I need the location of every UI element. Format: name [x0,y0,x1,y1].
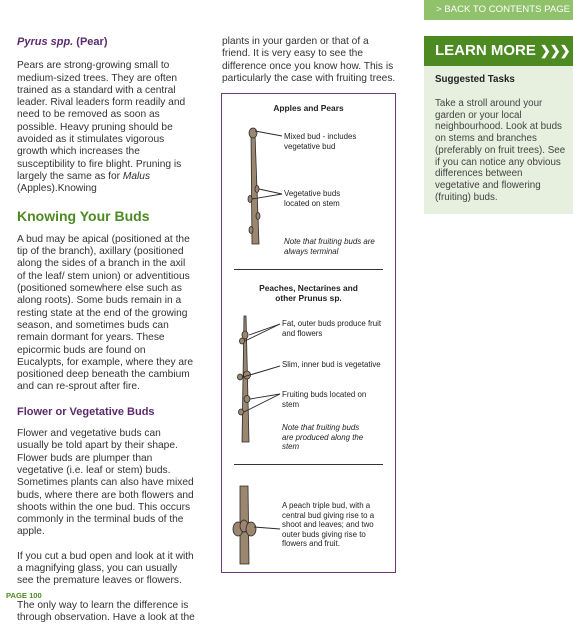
pointer-line [249,324,280,335]
peach-bud [240,338,245,344]
learn-more-button[interactable]: LEARN MORE ❯❯❯ [424,36,573,66]
flower-paragraph: Flower and vegetative buds can usually be told apart by their shape. Flower buds are plumper than vegetative (i.e. leaf or stem) buds. Sometimes plants can also have mixed buds, where there are both flowers and shoots within the one bud. This occurs commonly in the terminal buds of the apple. [17,428,194,538]
pear-paragraph: Pears are strong-growing small to medium-sized trees. They are often trained as a standard with a central leader. Rival leaders form readily and need to be removed as soon as possible. Heavy pruning should be avoided as it stimulates vigorous growth which increases the susceptibility to fire blight. Pruning is largely the same as for Malus (Apples).Knowing [17,60,186,195]
diagram-divider [234,464,383,465]
main-column [17,36,195,636]
pointer-line [245,324,280,341]
peach-bud [244,396,250,403]
suggested-tasks-heading: Suggested Tasks [435,74,515,85]
pointer-line [255,131,282,136]
mixed-bud-label: Mixed bud - includes vegetative bud [284,132,357,151]
chevron-right-icon: ❯❯❯ [539,43,570,58]
knowing-buds-heading: Knowing Your Buds [17,207,150,224]
apples-note: Note that fruiting buds are always terminal [284,237,375,256]
page-number: PAGE 100 [6,591,42,600]
slim-bud-label: Slim, inner bud is vegetative [282,360,381,369]
pyrus-latin: Pyrus spp. [17,36,74,48]
suggested-tasks-body: Take a stroll around your garden or your local neighbourhood. Look at buds on stems and branches (preferably on fruit trees). See if you can notice any obvious differences between vegetative and flowering (fruiting) buds. [435,98,566,203]
buds-paragraph: A bud may be apical (positioned at the tip of the branch), axillary (positioned along the sides of a branch in the axil of the leaf/ stem union) or adventitious (positioned somewhere else such as along roots). Some buds remain in a resting state at the end of the growing season, and sometimes buds can remain dormant for years. These epicormic buds are found on Eucalypts, for example, where they are positioned deep beneath the cambium and can re-sprout after fire. [17,233,194,393]
fat-buds-label: Fat, outer buds produce fruit and flowers [282,319,382,338]
apple-veg-bud [248,196,252,203]
peach-bud [238,374,243,380]
pointer-line [254,527,280,529]
peach-title: Peaches, Nectarines and other Prunus sp. [259,283,358,303]
apple-mixed-bud [249,128,257,138]
vegetative-buds-label: Vegetative buds located on stem [284,189,341,208]
pointer-line [259,189,282,194]
apples-title: Apples and Pears [273,103,344,113]
triple-bud-label: A peach triple bud, with a central bud giving rise to a shoot and leaves; and two outer buds giving rise to flowers and fruit. [282,501,375,548]
back-to-contents-button[interactable]: > BACK TO CONTENTS PAGE [424,0,573,20]
apple-veg-bud [255,186,259,193]
sidebar-panel [424,36,573,214]
pyrus-heading [17,36,195,48]
apple-veg-bud [256,213,260,220]
apple-veg-bud [249,227,253,234]
peach-note: Note that fruiting buds are produced along the stem [282,423,364,451]
triple-bud-right [246,522,256,536]
diagram-divider [234,269,383,270]
peach-bud [239,409,244,415]
intro-paragraph: plants in your garden or that of a friend. It is very easy to see the difference once you know how. This is particularly the case with fruiting trees. [222,36,396,84]
cut-paragraph: If you cut a bud open and look at it with a magnifying glass, you can usually see the premature leaves or flowers. [17,550,194,587]
flower-vegetative-heading: Flower or Vegetative Buds [17,405,155,418]
fruiting-buds-label: Fruiting buds located on stem [282,390,367,409]
bud-diagram [221,93,396,573]
pyrus-common: (Pear) [73,36,108,48]
observation-paragraph: The only way to learn the difference is through observation. Have a look at the [17,599,195,623]
